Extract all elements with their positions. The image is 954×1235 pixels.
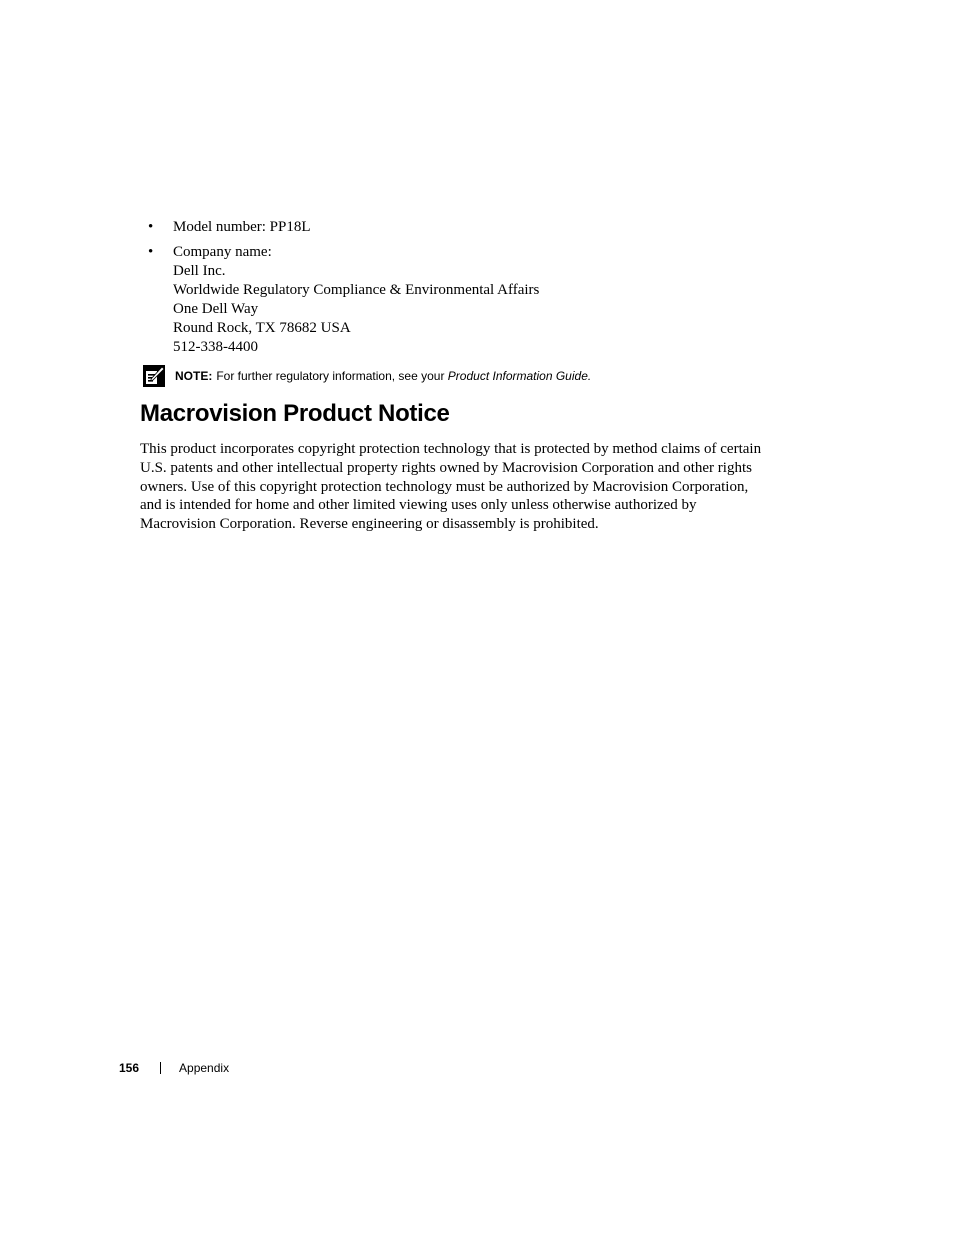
regulatory-note (143, 364, 591, 388)
company-street: One Dell Way (173, 301, 259, 317)
company-department: Worldwide Regulatory Compliance & Environmental Affairs (173, 282, 540, 298)
macrovision-paragraph (140, 440, 820, 534)
paragraph-line: owners. Use of this copyright protection technology must be authorized by Macrovision Corporation, (140, 478, 749, 495)
company-city: Round Rock, TX 78682 USA (173, 320, 351, 336)
page-footer (119, 1061, 229, 1075)
company-phone: 512-338-4400 (173, 339, 258, 355)
bullet-symbol: • (148, 219, 154, 235)
paragraph-line: and is intended for home and other limited viewing uses only unless otherwise authorized by (140, 497, 697, 514)
paragraph-line: This product incorporates copyright protection technology that is protected by method claims of certain (140, 441, 762, 457)
pencil-note-icon (143, 365, 165, 387)
spec-bullet-list (148, 218, 539, 363)
footer-divider (160, 1062, 161, 1074)
note-label: NOTE: (175, 369, 213, 383)
bullet-symbol: • (148, 244, 154, 260)
footer-section-name: Appendix (179, 1061, 230, 1075)
bullet-item-company (148, 243, 539, 357)
company-name: Dell Inc. (173, 263, 226, 279)
section-heading: Macrovision Product Notice (140, 400, 450, 427)
page-number: 156 (119, 1061, 140, 1075)
paragraph-line: U.S. patents and other intellectual property rights owned by Macrovision Corporation and other rights (140, 459, 752, 476)
bullet-item-model-number (148, 218, 539, 237)
note-end-punct: . (587, 369, 592, 383)
model-number-text: Model number: PP18L (173, 219, 311, 235)
company-name-label: Company name: (173, 244, 272, 260)
paragraph-line: Macrovision Corporation. Reverse engineering or disassembly is prohibited. (140, 516, 599, 533)
note-text: For further regulatory information, see your (216, 369, 445, 383)
note-doc-title: Product Information Guide (447, 369, 588, 383)
